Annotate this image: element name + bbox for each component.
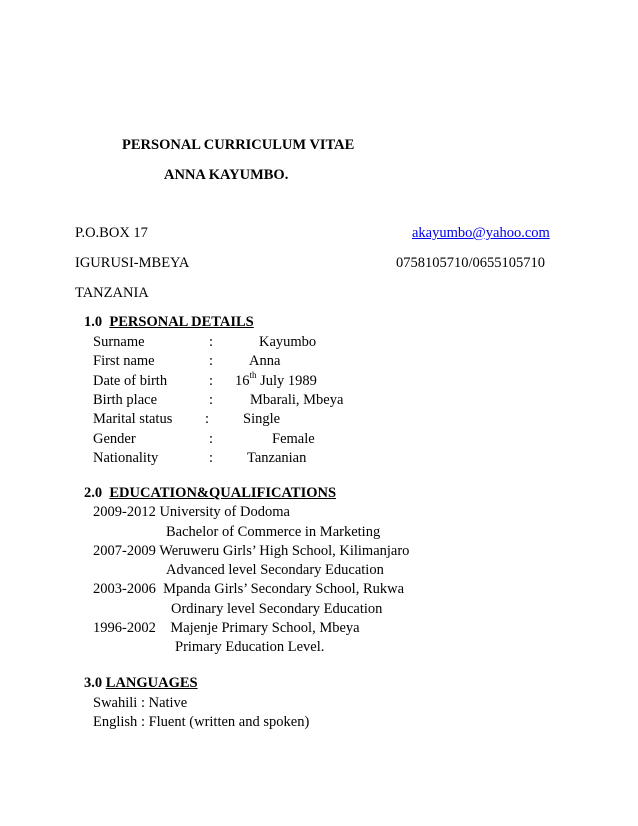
education-entry-line: 1996-2002 Majenje Primary School, Mbeya — [93, 620, 360, 636]
detail-label-nationality: Nationality — [93, 450, 159, 466]
education-entry-line: 2007-2009 Weruweru Girls’ High School, Kilimanjaro — [93, 543, 410, 559]
section-label: EDUCATION&QUALIFICATIONS — [109, 485, 337, 501]
language-name: English — [93, 714, 138, 730]
dob-month-year: July 1989 — [256, 373, 317, 389]
language-item — [93, 713, 309, 731]
detail-value-gender: Female — [272, 431, 315, 447]
language-level: Fluent (written and spoken) — [148, 714, 310, 730]
language-name: Swahili — [93, 695, 138, 711]
section-number: 3.0 — [84, 675, 103, 691]
language-separator: : — [137, 714, 149, 730]
education-qualification: Primary Education Level. — [175, 639, 325, 655]
section-heading-languages — [84, 674, 198, 692]
cv-name: ANNA KAYUMBO. — [164, 167, 289, 183]
detail-colon: : — [209, 431, 214, 447]
education-qualification: Ordinary level Secondary Education — [171, 601, 383, 617]
section-number: 2.0 — [84, 485, 103, 501]
education-qualification: Advanced level Secondary Education — [166, 562, 384, 578]
section-heading-education — [84, 484, 336, 502]
detail-label-dob: Date of birth — [93, 373, 168, 389]
cv-title: PERSONAL CURRICULUM VITAE — [122, 137, 355, 153]
contact-phone: 0758105710/0655105710 — [396, 255, 546, 271]
detail-value-surname: Kayumbo — [259, 334, 317, 350]
detail-label-surname: Surname — [93, 334, 145, 350]
section-heading-personal — [84, 313, 254, 331]
contact-city: IGURUSI-MBEYA — [75, 255, 190, 271]
detail-label-gender: Gender — [93, 431, 136, 447]
detail-value-marital-status: Single — [243, 411, 281, 427]
contact-country: TANZANIA — [75, 285, 149, 301]
language-separator: : — [137, 695, 149, 711]
detail-colon: : — [209, 450, 214, 466]
contact-pobox: P.O.BOX 17 — [75, 225, 148, 241]
detail-colon: : — [209, 392, 214, 408]
education-entry-line: 2009-2012 University of Dodoma — [93, 504, 290, 520]
detail-value-first-name: Anna — [249, 353, 281, 369]
section-number: 1.0 — [84, 314, 103, 330]
dob-suffix: th — [249, 370, 257, 381]
detail-label-birth-place: Birth place — [93, 392, 158, 408]
detail-colon: : — [209, 334, 214, 350]
detail-label-first-name: First name — [93, 353, 155, 369]
detail-value-dob — [235, 372, 317, 390]
education-qualification: Bachelor of Commerce in Marketing — [166, 524, 381, 540]
detail-colon: : — [209, 353, 214, 369]
detail-colon: : — [205, 411, 210, 427]
language-level: Native — [148, 695, 188, 711]
section-label: LANGUAGES — [105, 675, 198, 691]
contact-email-link[interactable]: akayumbo@yahoo.com — [412, 225, 550, 241]
detail-value-birth-place: Mbarali, Mbeya — [250, 392, 344, 408]
detail-label-marital-status: Marital status — [93, 411, 173, 427]
detail-value-nationality: Tanzanian — [247, 450, 307, 466]
dob-day: 16 — [235, 373, 250, 389]
education-entry-line: 2003-2006 Mpanda Girls’ Secondary School, Rukwa — [93, 581, 405, 597]
language-item — [93, 694, 187, 712]
section-label: PERSONAL DETAILS — [109, 314, 254, 330]
detail-colon: : — [209, 373, 214, 389]
